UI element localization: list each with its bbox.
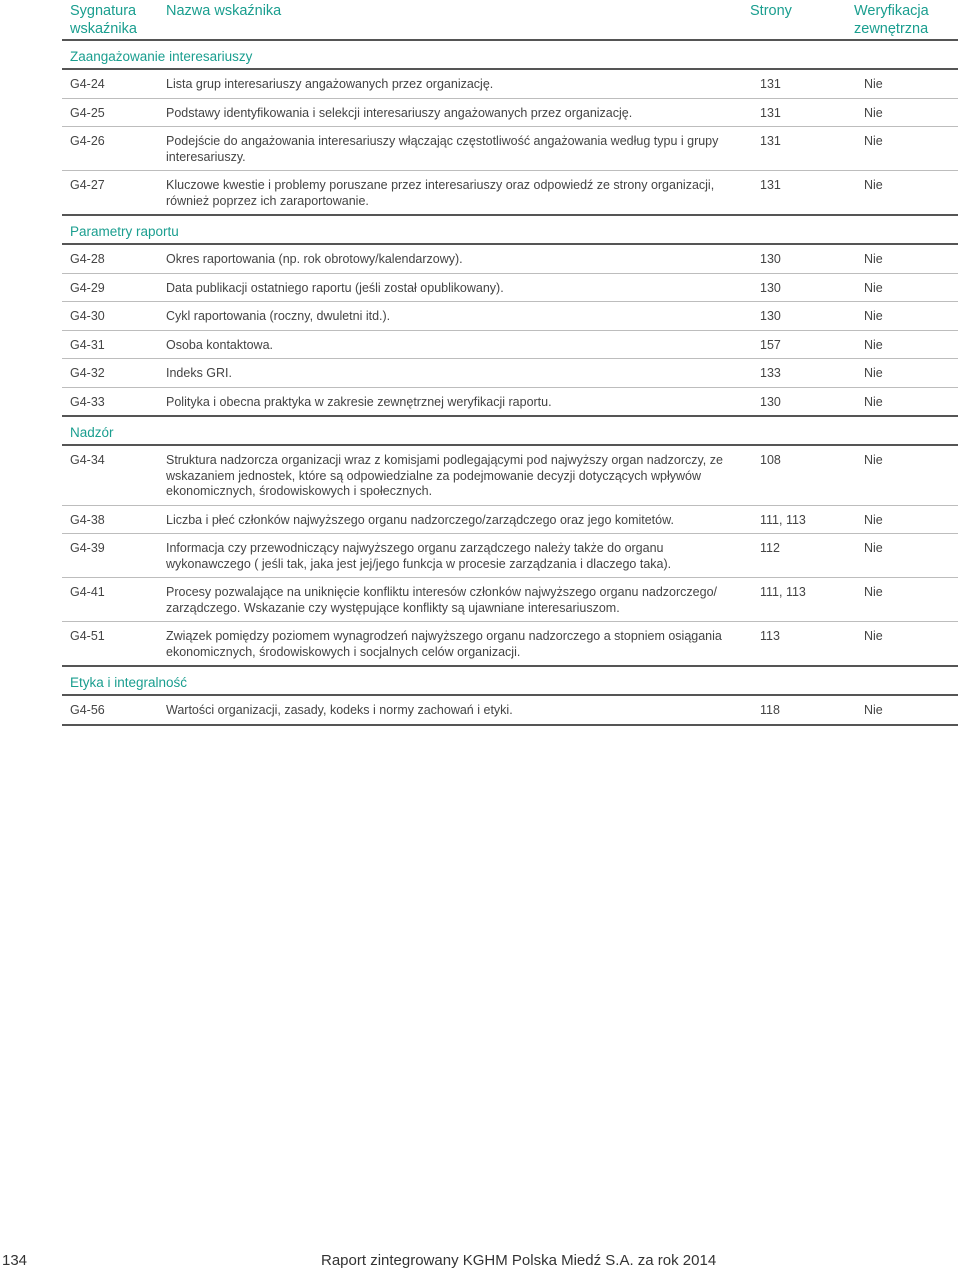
indicator-name: Polityka i obecna praktyka w zakresie zewnętrznej weryfikacji raportu.: [166, 394, 552, 409]
indicator-name: Okres raportowania (np. rok obrotowy/kalendarzowy).: [166, 252, 463, 266]
table-row: [62, 70, 958, 99]
indicator-name: Liczba i płeć członków najwyższego organu nadzorczego/zarządczego oraz jego komitetów.: [166, 512, 674, 527]
header-pages: Strony: [750, 3, 792, 19]
header-code: Sygnatura wskaźnika: [70, 3, 137, 37]
indicator-verification: Nie: [864, 629, 883, 643]
table-row: [62, 446, 958, 506]
indicator-verification: Nie: [864, 309, 883, 323]
indicator-verification: Nie: [864, 77, 883, 91]
indicator-pages: 112: [760, 541, 780, 555]
indicator-pages: 118: [760, 703, 780, 717]
indicator-verification: Nie: [864, 394, 883, 409]
indicator-pages: 130: [760, 252, 781, 266]
indicator-code: G4-51: [70, 629, 105, 643]
table-row: [62, 302, 958, 331]
indicator-code: G4-33: [70, 394, 105, 409]
indicator-pages: 130: [760, 394, 781, 409]
indicator-pages: 133: [760, 366, 781, 380]
table-body: [62, 41, 958, 726]
gri-index-table: [62, 0, 958, 726]
indicator-name: Lista grup interesariuszy angażowanych przez organizację.: [166, 77, 494, 91]
indicator-pages: 111, 113: [760, 585, 806, 599]
indicator-code: G4-28: [70, 252, 105, 266]
indicator-name: Informacja czy przewodniczący najwyższego organu zarządczego należy także do organu wykonawczego ( jeśli tak, jaka jest jej/jego funkcja w procesie zarządzania i dlaczego taka).: [166, 541, 672, 571]
indicator-pages: 131: [760, 134, 781, 148]
indicator-code: G4-41: [70, 585, 105, 599]
indicator-verification: Nie: [864, 134, 883, 148]
indicator-name: Podejście do angażowania interesariuszy włączając częstotliwość angażowania według typu i grupy interesariuszy.: [166, 134, 719, 164]
indicator-name: Procesy pozwalające na uniknięcie konfliktu interesów członków najwyższego organu nadzorczego/ zarządczego. Wskazanie czy występujące konflikty są ujawniane interesariuszom.: [166, 585, 717, 615]
indicator-pages: 130: [760, 309, 781, 323]
indicator-verification: Nie: [864, 541, 883, 555]
indicator-code: G4-30: [70, 309, 105, 323]
indicator-name: Cykl raportowania (roczny, dwuletni itd.).: [166, 309, 391, 323]
indicator-pages: 130: [760, 280, 781, 295]
table-row: [62, 171, 958, 216]
table-row: [62, 578, 958, 622]
indicator-code: G4-38: [70, 512, 105, 527]
table-row: [62, 359, 958, 388]
table-row: [62, 622, 958, 667]
section-title: Nadzór: [62, 417, 958, 446]
table-row: [62, 388, 958, 418]
section-title: Parametry raportu: [62, 216, 958, 245]
indicator-verification: Nie: [864, 453, 883, 467]
indicator-verification: Nie: [864, 178, 883, 192]
table-row: [62, 534, 958, 578]
indicator-verification: Nie: [864, 280, 883, 295]
table-row: [62, 127, 958, 171]
indicator-name: Indeks GRI.: [166, 366, 232, 380]
report-title: Raport zintegrowany KGHM Polska Miedź S.A. za rok 2014: [321, 1252, 717, 1269]
indicator-code: G4-25: [70, 105, 105, 120]
section-title: Zaangażowanie interesariuszy: [62, 41, 958, 70]
indicator-verification: Nie: [864, 703, 883, 717]
header-name: Nazwa wskaźnika: [166, 3, 282, 19]
page-number: 134: [2, 1252, 28, 1269]
indicator-pages: 157: [760, 337, 781, 352]
table-row: [62, 331, 958, 360]
indicator-name: Osoba kontaktowa.: [166, 337, 274, 352]
indicator-name: Struktura nadzorcza organizacji wraz z komisjami podlegającymi pod najwyższy organ nadzorczy, ze wskazaniem jednostek, które są odpowiedzialne za podejmowanie decyzji dotyczących wpływów ekonomicznych, środowiskowych i społecznych.: [166, 453, 723, 498]
indicator-name: Podstawy identyfikowania i selekcji interesariuszy angażowanych przez organizację.: [166, 105, 633, 120]
indicator-pages: 131: [760, 105, 781, 120]
table-row: [62, 274, 958, 303]
indicator-name: Wartości organizacji, zasady, kodeks i normy zachowań i etyki.: [166, 703, 513, 717]
indicator-verification: Nie: [864, 337, 883, 352]
indicator-pages: 111, 113: [760, 512, 806, 527]
indicator-pages: 108: [760, 453, 781, 467]
section-title: Etyka i integralność: [62, 667, 958, 696]
indicator-verification: Nie: [864, 105, 883, 120]
indicator-verification: Nie: [864, 512, 883, 527]
indicator-pages: 131: [760, 178, 781, 192]
indicator-code: G4-29: [70, 280, 105, 295]
indicator-pages: 131: [760, 77, 781, 91]
indicator-verification: Nie: [864, 585, 883, 599]
table-header: [62, 0, 958, 41]
table-row: [62, 99, 958, 128]
table-row: [62, 245, 958, 274]
indicator-code: G4-27: [70, 178, 105, 192]
indicator-name: Kluczowe kwestie i problemy poruszane przez interesariuszy oraz odpowiedź ze strony organizacji, również poprzez ich zaraportowanie.: [166, 178, 715, 208]
indicator-code: G4-26: [70, 134, 105, 148]
indicator-pages: 113: [760, 629, 780, 643]
indicator-name: Data publikacji ostatniego raportu (jeśli został opublikowany).: [166, 280, 504, 295]
indicator-verification: Nie: [864, 366, 883, 380]
indicator-code: G4-34: [70, 453, 105, 467]
indicator-code: G4-56: [70, 703, 105, 717]
indicator-code: G4-32: [70, 366, 105, 380]
header-verification: Weryfikacja zewnętrzna: [854, 3, 929, 37]
table-row: [62, 696, 958, 726]
indicator-code: G4-24: [70, 77, 105, 91]
indicator-code: G4-31: [70, 337, 105, 352]
indicator-verification: Nie: [864, 252, 883, 266]
indicator-code: G4-39: [70, 541, 105, 555]
indicator-name: Związek pomiędzy poziomem wynagrodzeń najwyższego organu nadzorczego a stopniem osiągania ekonomicznych, środowiskowych i socjalnych celów organizacji.: [166, 629, 722, 659]
table-row: [62, 506, 958, 535]
